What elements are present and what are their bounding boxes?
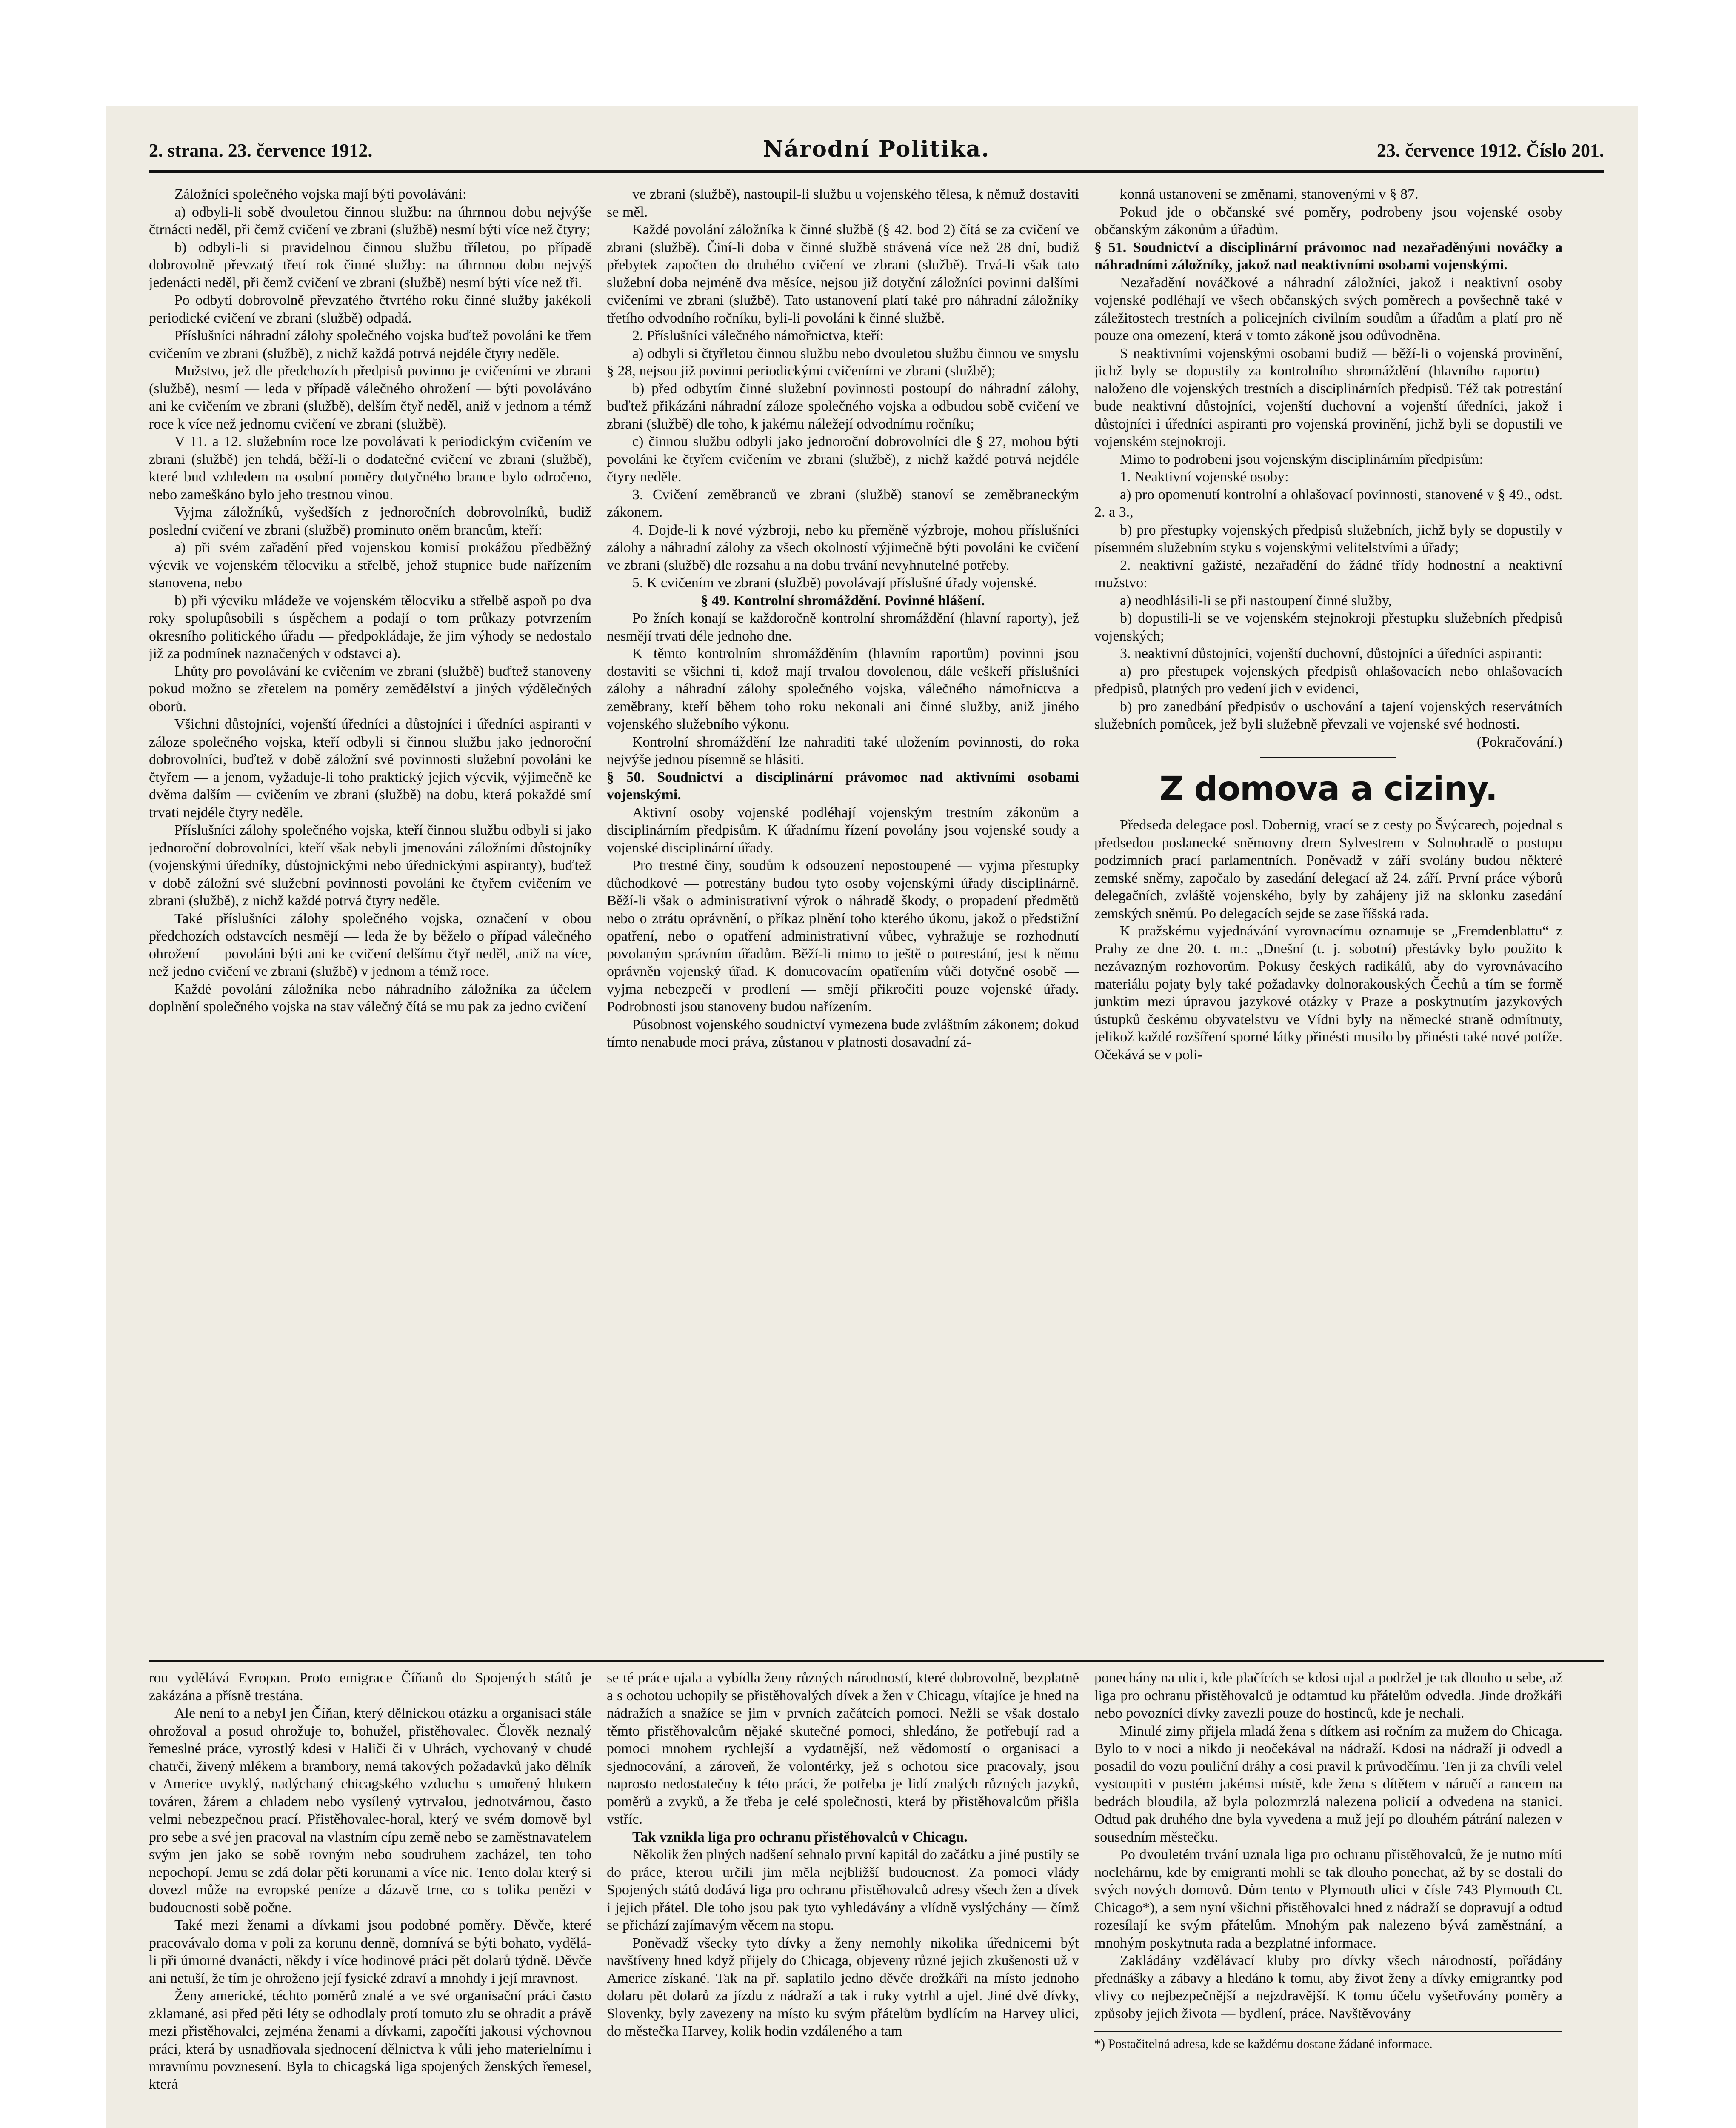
paragraph: Také mezi ženami a dívkami jsou podobné poměry. Děvče, které pracovávalo doma v poli za korunu denně, domnívá se býti bohato, vydělá-li při úmorné dvanácti, někdy i více hodinové práci pět dolarů týdně. Děvče ani netuší, že tím je ohroženo její fysické zdraví a mnohdy i její mravnost. (149, 1917, 591, 1986)
paragraph: a) pro opomenutí kontrolní a ohlašovací povinnosti, stanovené v § 49., odst. 2. a 3., (1094, 486, 1562, 520)
paragraph: Tak vznikla liga pro ochranu přistěhovalců v Chicagu. (632, 1829, 968, 1845)
paragraph: Také příslušníci zálohy společného vojska, označení v obou předchozích odstavcích nesmějí — leda že by běželo o případ válečného ohrožení — povoláni býti ani ke cvičení delšímu čtyř neděl, aniž na více, než jedno cvičení ve zbrani (službě) v jednom a témž roce. (149, 910, 591, 979)
section-heading: § 50. Soudnictví a disciplinární právomoc nad aktivními osobami vojenskými. (607, 769, 1079, 803)
paragraph: Ženy americké, téchto poměrů znalé a ve své organisační práci často zklamané, asi před pěti léty se odhodlaly protí tomuto zlu se ohradit a právě mezi přistěhovalci, zejména ženami a dívkami, započíti jakousi výchovnou práci, která by usnadňovala sjednocení dělnictva k vůli jeho materielnímu i mravnímu povznesení. Byla to chicagská liga spojených ženských řemesel, která (149, 1988, 591, 2092)
paragraph: ponechány na ulici, kde plačících se kdosi ujal a podržel je tak dlouho u sebe, až liga pro ochranu přistěhovalců je odtamtud ku přátelům odvedla. Jinde drožkáři nebo povozníci dívky zavezli pouze do hostinců, kde je nechali. (1094, 1670, 1562, 1721)
paragraph: Každé povolání záložníka nebo náhradního záložníka za účelem doplnění společného vojska na stav válečný čítá se mu pak za jedno cvičení (149, 981, 591, 1015)
news-paragraph: Předseda delegace posl. Dobernig, vrací se z cesty po Švýcarech, pojednal s předsedou poslanecké sněmovny drem Sylvestrem v Solnohradě o postupu podzimních prací parlamentních. Poněvadž v září svolány budou některé zemské sněmy, započalo by zasedání delegací až 24. září. První práce výborů delegačních, zvláště vojenského, byly by zahájeny již na sklonku zasedání zemských sněmů. Po delegacích sejde se zase říšská rada. (1094, 817, 1562, 921)
paragraph: se té práce ujala a vybídla ženy různých národností, které dobrovolně, bezplatně a s ochotou uchopily se přistěhovalých dívek a žen v Chicagu, vítajíce je hned na nádražích a snažíce se jim v prvních začátcích pomoci. Nežli se však dostalo těmto přistěhovalcům nějaké skutečné pomoci, shledáno, že potřebují rad a pomoci mnohem rychlejší a vydatnější, než vědomostí o organisaci a sjednocování, a zároveň, že volontérky, jež s ochotou sice pracovaly, jsou naprosto nedostatečny k této práci, že potřeba je lidí znalých různých jazyků, poměrů a zvyků, a že třeba je celé společnosti, která by přistěhovalcům přišla vstříc. (607, 1670, 1079, 1827)
paragraph: Působnost vojenského soudnictví vymezena bude zvláštním zákonem; dokud tímto nenabude moci práva, zůstanou v platnosti dosavadní zá- (607, 1016, 1079, 1050)
paragraph: K těmto kontrolním shromážděním (hlavním raportům) povinni jsou dostaviti se všichni ti, kdož mají trvalou dovolenou, dále veškeří příslušníci zálohy a náhradní zálohy společného vojska, válečného námořnictva a zeměbrany, kteří během toho roku nekonali ani činné služby, aniž jiného vojenského služebního výkonu. (607, 646, 1079, 732)
paragraph: a) odbyli si čtyřletou činnou službu nebo dvouletou službu činnou ve smyslu § 28, nejsou již povinni periodickými cvičeními ve zbrani (službě); (607, 345, 1079, 379)
paragraph: S neaktivními vojenskými osobami budiž — běží-li o vojenská provinění, jichž byly se dopustily za kontrolního shromáždění (hlavního raportu) — naloženo dle vojenských trestních a disciplinárních předpisů. Též tak potrestání bude neaktivní důstojníci, vojenští duchovní a vojenští úředníci, jakož i důstojníci i úředníci aspiranti pro vojenská provinění, jichž byli se dopustili ve vojenském stejnokroji. (1094, 345, 1562, 449)
paragraph: V 11. a 12. služebním roce lze povolávati k periodickým cvičením ve zbrani (službě) jen tehdá, běží-li o dodatečné cvičení ve zbrani (službě), které bud vzhledem na osobní poměry dotyčného brance bylo odročeno, nebo zameškáno bylo jeho trestnou vinou. (149, 434, 591, 503)
paragraph: Po dvouletém trvání uznala liga pro ochranu přistěhovalců, že je nutno míti noclehárnu, kde by emigranti mohli se tak dlouho ponechat, až by se dostali do svých nových domovů. Dům tento v Plymouth ulici v čísle 743 Plymouth Ct. Chicago*), a sem nyní všichni přistěhovalci hned z nádraží se dopravují a odtud rozesílají ke svým přátelům. Mnohým pak nalezeno bývá zaměstnání, a mnohým poskytnuta rada a bezplatné informace. (1094, 1847, 1562, 1951)
continued-note: (Pokračování.) (1476, 734, 1562, 750)
top-columns (149, 186, 1604, 1654)
top-column-1 (149, 186, 591, 1654)
paragraph: Kontrolní shromáždění lze nahraditi také uložením povinnosti, do roka nejvýše jednou písemně se hlásiti. (607, 734, 1079, 767)
paragraph: b) odbyli-li si pravidelnou činnou službu tříletou, po případě dobrovolně převzatý třetí rok činné služby: na úhrnnou dobu nejvýš jedenácti neděl, při čemž cvičení ve zbrani (službě) nesmí býti více než tři. (149, 239, 591, 291)
paragraph: ve zbrani (službě), nastoupil-li službu u vojenského tělesa, k němuž dostaviti se měl. (607, 186, 1079, 220)
paragraph: konná ustanovení se změnami, stanovenými v § 87. (1120, 186, 1419, 202)
masthead-title: Národní Politika. (763, 136, 990, 162)
paragraph: Vyjma záložníků, vyšedších z jednoročních dobrovolníků, budiž poslední cvičení ve zbrani (službě) prominuto oněm brancům, kteří: (149, 504, 591, 538)
header-date-left: 2. strana. 23. července 1912. (149, 140, 373, 161)
bottom-column-1 (149, 1669, 591, 2128)
paragraph: Po žních konají se každoročně kontrolní shromáždění (hlavní raporty), jež nesmějí trvati déle jednoho dne. (607, 610, 1079, 644)
paragraph: 2. Příslušníci válečného námořnictva, kteří: (632, 328, 884, 343)
paragraph: Příslušníci náhradní zálohy společného vojska buďtež povoláni ke třem cvičením ve zbrani (službě), z nichž každá potrvá nejdéle čtyry neděle. (149, 328, 591, 361)
paragraph: Záložníci společného vojska mají býti povoláváni: (174, 186, 467, 202)
paragraph: 1. Neaktivní vojenské osoby: (1120, 469, 1289, 485)
paragraph: Po odbytí dobrovolně převzatého čtvrtého roku činné služby jakékoli periodické cvičení ve zbrani (službě) odpadá. (149, 292, 591, 326)
paragraph: Nezařadění nováčkové a náhradní záložníci, jakož i neaktivní osoby vojenské podléhají ve všech občanských svých poměrech a povšechně také v záležitostech trestních a policejních civilním soudům a úřadům a platí pro ně pouze ona omezení, která v tomto zákoně jsou odůvodněna. (1094, 275, 1562, 343)
paragraph: Poněvadž všecky tyto dívky a ženy nemohly nikolika úřednicemi být navštíveny hned když přijely do Chicaga, objeveny různé jejich zkušenosti už v Americe získané. Tak na př. saplatilo jedno děvče drožkáři na místo jednoho dolaru pět dolarů za jízdu z nádraží a tak i ruky vytrhl a ujel. Jiné dvě dívky, Slovenky, byly zavezeny na místo ku svým přátelům bydlícím na Harvey ulici, do městečka Harvey, kolik hodin vzdáleného a tam (607, 1935, 1079, 2039)
top-column-3 (1094, 186, 1562, 1654)
paragraph: Ale není to a nebyl jen Číňan, který dělnickou otázku a organisaci stále ohrožoval a posud ohrožuje to, bohužel, přistěhovalec. Člověk neznalý řemeslné práce, vyrostlý kdesi v Haliči či v Uhrách, vychovaný v chudé chatrči, živený mlékem a brambory, nemá takových požadavků jako dělník v Americe uvyklý, nadýchaný chicagského vzduchu s umořený hlukem továren, žárem a chladem nebo vysílený vytrvalou, jednotvárnou, často velmi nebezpečnou prací. Přistěhovalec-horal, který ve svém domově byl pro sebe a své jen pracoval na vlastním cípu země nebo se zaměstnavatelem svým jen jako se sobě rovným nebo soudruhem zacházel, ten toho nepochopí. Jemu se zdá dolar pěti korunami a více nic. Tento dolar který si dovezl může na evropské peníze a dázavě trne, co s tolika penězi v budoucnosti sobě počne. (149, 1705, 591, 1916)
paragraph: 4. Dojde-li k nové výzbroji, nebo ku přeměně výzbroje, mohou příslušníci zálohy a náhradní zálohy za všech okolností výjimečně býti povoláni ke cvičení ve zbrani (službě) dle rozsahu a na dobu trvání nevyhnutelné potřeby. (607, 522, 1079, 573)
paragraph: Mimo to podrobeni jsou vojenským disciplinárním předpisům: (1120, 451, 1483, 467)
paragraph: Několik žen plných nadšení sehnalo první kapitál do začátku a jiné pustily se do práce, kterou určili jim měla nejbližší budoucnost. Za pomoci vlády Spojených států dodává liga pro ochranu přistěhovalců adresy všech žen a dívek i jejich přátel. Dle toho jsou pak tyto vyhledávány a vlídně vyslýchány — čímž se přichází zajímavým věcem na stopu. (607, 1847, 1079, 1933)
paragraph: b) pro přestupky vojenských předpisů služebních, jichž byly se dopustily v písemném služebním styku s vojenskými velitelstvími a úřady; (1094, 522, 1562, 555)
paragraph: 3. Cvičení zeměbranců ve zbrani (službě) stanoví se zeměbraneckým zákonem. (607, 486, 1079, 520)
paragraph: a) při svém zařadění před vojenskou komisí prokážou předběžný výcvik ve vojenském tělocviku a střelbě, jehož stupnice bude nařízením stanovena, nebo (149, 540, 591, 591)
bottom-columns (149, 1660, 1604, 2128)
divider (1260, 757, 1396, 758)
paragraph: Aktivní osoby vojenské podléhají vojenským trestním zákonům a disciplinárním předpisům. K úřadnímu řízení povolány jsou vojenské soudy a vojenské disciplinární úřady. (607, 804, 1079, 856)
bottom-column-3 (1094, 1669, 1562, 2128)
footnote: *) Postačitelná adresa, kde se každému dostane žádané informace. (1094, 2031, 1562, 2052)
paragraph: Mužstvo, jež dle předchozích předpisů povinno je cvičeními ve zbrani (službě), nesmí — leda v případě válečného ohrožení — býti povoláváno ani ke cvičením ve zbrani (službě), delším čtyř neděl, aniž v jednom a témž roce k více než jednomu cvičení ve zbrani (službě). (149, 363, 591, 432)
paragraph: Pokud jde o občanské své poměry, podrobeny jsou vojenské osoby občanským zákonům a úřadům. (1094, 204, 1562, 237)
news-paragraph: K pražskému vyjednávání vyrovnacímu oznamuje se „Fremdenblattu“ z Prahy ze dne 20. t. m.: „Dnešní (t. j. sobotní) přestávky bylo použito k nezávazným rozhovorům. Pokusy českých radikálů, aby do vyrovnávacího materiálu pojaty byly také požadavky dolnorakouských Čechů a tím se formě junktim mezi úpravou jazykové otázky v Praze a poskytnutím jazykových ústupků českému obyvatelstvu ve Vídni byly na německé straně odmítnuty, jelikož každé rozšíření sporné látky přinésti musilo by přinésti také nové potíže. Očekává se v poli- (1094, 923, 1562, 1063)
top-column-2 (607, 186, 1079, 1654)
paragraph: 2. neaktivní gažisté, nezařadění do žádné třídy hodnostní a neaktivní mužstvo: (1094, 557, 1562, 591)
paragraph: Pro trestné činy, soudům k odsouzení nepostoupené — vyjma přestupky důchodkové — potrestány budou tyto osoby vojenskými úřady disciplinárně. Běží-li však o administrativní výrok o náhradě škody, o propadení předmětů nebo o ztrátu oprávnění, o příkaz plnění toho kterého úkonu, jakož o předstižní opatření, nebo o opatření administrativní vůbec, vyhražuje se rozhodnutí povolaným správním úřadům. Běží-li mimo to ještě o potrestání, jest k němu oprávněn vojenský úřad. K donucovacím opatřením vůči dotyčné osobě — vyjma nebezpečí v prodlení — smějí přikročiti pouze vojenské úřady. Podrobnosti jsou stanoveny budou nařízením. (607, 858, 1079, 1015)
paragraph: Každé povolání záložníka k činné službě (§ 42. bod 2) čítá se za cvičení ve zbrani (službě). Činí-li doba v činné službě strávená více než 28 dní, budiž přebytek započten do druhého cvičení ve zbrani (službě). Trvá-li však tato služební doba nejméně dva měsíce, nejsou již dotyční záložníci povinni dalšími cvičeními ve zbrani (službě). Tato ustanovení platí také pro náhradní záložníky třetího odvodního ročníku, byli-li povoláni k činné službě. (607, 222, 1079, 326)
section-heading: § 49. Kontrolní shromáždění. Povinné hlášení. (701, 592, 985, 609)
paragraph: a) odbyli-li sobě dvouletou činnou službu: na úhrnnou dobu nejvýše čtrnácti neděl, při čemž cvičení ve zbrani (službě) nesmí býti více než čtyry; (149, 204, 591, 237)
page-header (149, 132, 1604, 173)
paragraph: c) činnou službu odbyli jako jednoroční dobrovolníci dle § 27, mohou býti povoláni ke čtyřem cvičením ve zbrani (službě), z nichž každé potrvá nejdéle čtyry neděle. (607, 434, 1079, 485)
paragraph: a) pro přestupek vojenských předpisů ohlašovacích nebo ohlašovacích předpisů, platných pro vedení jich v evidenci, (1094, 663, 1562, 697)
paragraph: 3. neaktivní důstojníci, vojenští duchovní, důstojníci a úředníci aspiranti: (1120, 646, 1542, 661)
bottom-column-2 (607, 1669, 1079, 2128)
paragraph: a) neodhlásili-li se při nastoupení činné služby, (1120, 592, 1392, 609)
section-title: Z domova a ciziny. (1159, 770, 1498, 808)
paragraph: b) při výcviku mládeže ve vojenském tělocviku a střelbě aspoň po dva roky spolupůsobili s úspěchem a podají o tom průkazy potvrzením okresního politického úřadu — předpokládaje, že jim výhody se nedostalo již za podmínek naznačených v odstavci a). (149, 592, 591, 661)
paragraph: Příslušníci zálohy společného vojska, kteří činnou službu odbyli si jako jednoroční dobrovolníci, kteří však nebyli jmenováni záložními důstojníky (vojenskými úředníky, důstojnickými nebo úřednickými aspiranty), buďtež v době záložní své služební povinnosti povoláni ke čtyřem cvičením ve zbrani (službě), z nichž každé potrvá čtyry neděle. (149, 822, 591, 909)
paragraph: Zakládány vzdělávací kluby pro dívky všech národností, pořádány přednášky a zábavy a hledáno k tomu, aby život ženy a dívky emigrantky pod vlivy co nejbezpečnější a nejzdravější. K tomu účelu vyšetřovány poměry a způsoby jejich života — bydlení, práce. Navštěvovány (1094, 1953, 1562, 2022)
paragraph: 5. K cvičením ve zbrani (službě) povolávají příslušné úřady vojenské. (632, 575, 1037, 591)
section-heading: § 51. Soudnictví a disciplinární právomoc nad nezařaděnými nováčky a náhradními záložníky, jakož nad neaktivními osobami vojenskými. (1094, 239, 1562, 273)
paragraph: Lhůty pro povolávání ke cvičením ve zbrani (službě) buďtež stanoveny pokud možno se zřetelem na poměry zemědělství a jiných výdělečných oborů. (149, 663, 591, 715)
newspaper-page (106, 106, 1638, 2128)
paragraph: Minulé zimy přijela mladá žena s dítkem asi ročním za mužem do Chicaga. Bylo to v noci a nikdo ji neočekával na nádraží. Kdosi na nádraží ji odvedl a posadil do vozu pouliční dráhy a cosi pravil k průvodčímu. Ten ji za chvíli velel vystoupiti v pustém jakémsi místě, kde žena s dítětem v náručí a rancem na bedrách bloudila, až byla polozmrzlá nalezena policií a odvedena na stanici. Odtud pak druhého dne byla vyvedena a muž její po dlouhém pátrání nalezen v sousedním městečku. (1094, 1723, 1562, 1845)
header-date-issue: 23. července 1912. Číslo 201. (1377, 140, 1604, 161)
paragraph: Všichni důstojníci, vojenští úředníci a důstojníci i úředníci aspiranti v záloze společného vojska, kteří odbyli si činnou službu jako jednoroční dobrovolníci, buďtež v době záložní své povinnosti služební povoláni ke čtyřem — a jenom, vyžaduje-li toho praktický jejich výcvik, výjimečně ke dvěma dalším — cvičením ve zbrani (službě) na dobu, která pokaždé smí trvati nejdéle čtyry neděle. (149, 716, 591, 821)
paragraph: b) dopustili-li se ve vojenském stejnokroji přestupku služebních předpisů vojenských; (1094, 610, 1562, 644)
paragraph: rou vydělává Evropan. Proto emigrace Číňanů do Spojených států je zakázána a přísně trestána. (149, 1670, 591, 1704)
paragraph: b) před odbytím činné služební povinnosti postoupí do náhradní zálohy, buďtež přikázáni náhradní záloze společného vojska a odbudou sobě cvičení ve zbrani (službě) dle toho, k jakému náležejí odvodnímu ročníku; (607, 380, 1079, 432)
paragraph: b) pro zanedbání předpisův o uschování a tajení vojenských reservátních služebních pomůcek, jež byli služebně převzali ve vojenské své hodnosti. (1094, 698, 1562, 732)
